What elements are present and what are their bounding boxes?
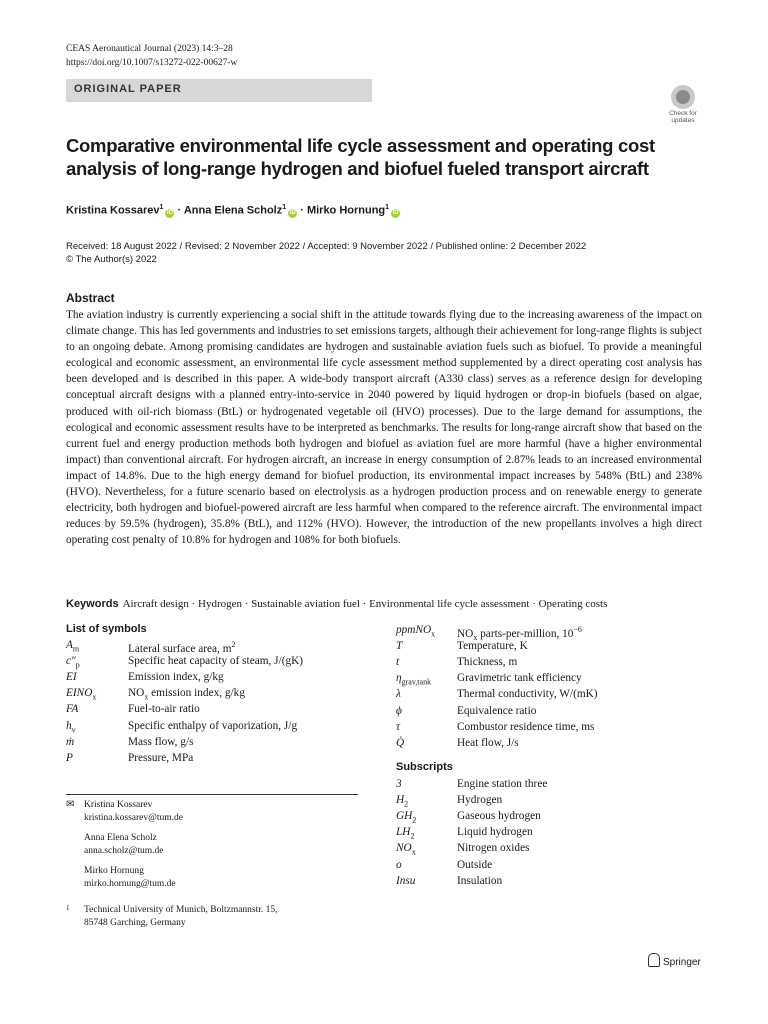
- copyright: © The Author(s) 2022: [66, 254, 157, 265]
- contact-block: [84, 832, 163, 857]
- article-type-banner: [66, 79, 372, 102]
- keywords-heading: Keywords: [66, 598, 119, 610]
- springer-horse-icon: [648, 953, 660, 967]
- symbol-description: Temperature, K: [457, 640, 528, 653]
- contact-name: Mirko Hornung: [84, 866, 144, 876]
- symbol-description: $NO_x$ emission index, g/kg: [128, 687, 245, 702]
- symbol-description: Hydrogen: [457, 794, 503, 807]
- subscripts-heading: Subscripts: [396, 761, 453, 773]
- symbol-description: Lateral surface area, $m^2$: [128, 640, 236, 655]
- contact-block: [84, 865, 176, 890]
- symbol: 3: [396, 778, 402, 790]
- symbol: ppmNO$_x$: [396, 624, 436, 639]
- symbol-description: Specific heat capacity of steam, J/(gK): [128, 655, 304, 668]
- symbol: Q̇: [396, 736, 405, 749]
- author-list: Kristina Kossarev$^1$iD · Anna Elena Scholz$^1$iD · Mirko Hornung$^1$iD: [66, 204, 399, 217]
- symbol-description: Mass flow, g/s: [128, 735, 194, 748]
- article-history: [66, 240, 586, 266]
- contact-email[interactable]: mirko.hornung@tum.de: [84, 878, 176, 889]
- symbol: ṁ: [66, 735, 75, 748]
- contact-block: [84, 799, 183, 824]
- orcid-icon[interactable]: iD: [289, 209, 296, 216]
- symbol-description: Outside: [457, 858, 493, 871]
- symbol-description: Specific enthalpy of vaporization, J/g: [128, 719, 298, 732]
- symbol-description: Thermal conductivity, W/(mK): [457, 688, 598, 701]
- symbol-description: Thickness, m: [457, 656, 518, 669]
- symbol-description: Gaseous hydrogen: [457, 810, 541, 823]
- symbol: o: [396, 858, 402, 871]
- keywords-list: Aircraft design · Hydrogen · Sustainable aviation fuel · Environmental life cycle assessment · Operating costs: [122, 598, 608, 610]
- symbol: λ: [396, 688, 401, 701]
- symbol-description: Fuel-to-air ratio: [128, 703, 200, 716]
- orcid-icon[interactable]: iD: [166, 209, 173, 216]
- author-name: Mirko Hornung: [306, 204, 386, 217]
- contact-email[interactable]: anna.scholz@tum.de: [84, 845, 164, 856]
- symbol-description: Insulation: [457, 874, 503, 887]
- symbol-description: Nitrogen oxides: [457, 842, 530, 855]
- symbol: $EINO_x$: [66, 687, 97, 702]
- author-name: Kristina Kossarev: [66, 204, 160, 217]
- symbol: Insu: [396, 874, 416, 887]
- symbol: $A_m$: [66, 639, 80, 654]
- symbol: $c''_p$: [66, 655, 80, 670]
- symbol-description: Equivalence ratio: [457, 704, 537, 717]
- envelope-icon: ✉: [66, 799, 75, 810]
- keywords: [66, 598, 607, 610]
- orcid-icon[interactable]: iD: [392, 209, 399, 216]
- footnote-divider: [66, 794, 358, 795]
- author-name: Anna Elena Scholz: [183, 204, 283, 217]
- symbol: ϕ: [396, 704, 402, 717]
- contact-name: Kristina Kossarev: [84, 800, 153, 810]
- symbol: FA: [66, 703, 79, 716]
- symbol-description: Gravimetric tank efficiency: [457, 672, 582, 685]
- symbol: τ: [396, 720, 401, 733]
- symbol: EI: [66, 671, 77, 684]
- symbol-description: Combustor residence time, ms: [457, 720, 595, 733]
- journal-header: [66, 42, 237, 70]
- symbol: t: [396, 656, 400, 669]
- article-type-label: ORIGINAL PAPER: [74, 83, 182, 95]
- contact-name: Anna Elena Scholz: [84, 833, 157, 843]
- symbol-description: Pressure, MPa: [128, 751, 194, 764]
- symbol: $NO_x$: [396, 842, 416, 857]
- affiliation-number: 1: [66, 904, 70, 912]
- symbol: $H_2$: [396, 794, 409, 809]
- symbol: P: [66, 751, 73, 764]
- contact-email[interactable]: kristina.kossarev@tum.de: [84, 812, 183, 823]
- doi-link[interactable]: https://doi.org/10.1007/s13272-022-00627-w: [66, 58, 238, 68]
- check-updates-text: Check for updates: [669, 110, 697, 124]
- symbol-description: Engine station three: [457, 778, 548, 790]
- publisher-logo: [648, 953, 701, 968]
- publisher-name: Springer: [663, 957, 701, 968]
- author-separator: ·: [297, 204, 307, 217]
- abstract-heading: Abstract: [66, 291, 115, 305]
- symbol-description: Emission index, g/kg: [128, 671, 224, 684]
- abstract-text: The aviation industry is currently experiencing a social shift in the attitude towards flying due to the increasing awareness of the impact on climate change. This has led governments and industries to set emissions targets, although their achievement for long-range flights is subject to an ongoing debate. Among promising candidates are hydrogen and sustainable aviation fuels such as biofuel. To provide a meaningful ecological and economic assessment, an environmental life cycle assessment method supplemented by a direct operating cost analysis has been developed and is described in this paper. A wide-body transport aircraft (A330 class) serves as a reference design for developing conceptual aircraft designs with a planned entry-into-service in 2040 powered by liquid hydrogen or drop-in biofuels (based on algae, produced with oil-rich biomass (BtL) or hydrogenated vegetable oil (HVO) processes). Due to the large demand for assumptions, the ecological and economic assessment results have to be interpreted as benchmarks. The results for long-range aircraft show that based on the current fuel and energy production methods both hydrogen and biofuel as aviation fuel are more harmful (have a higher environmental impact) than conventional aircraft. For hydrogen aircraft, an increase in energy consumption of 2.87% leads to an increased environmental impact of 14.8%. Due to the high energy demand for biofuel production, its environmental impact increases by 548% (BtL) and 238% (HVO). Nevertheless, for a future scenario based on electrolysis as a hydrogen production process and on renewable energy to generate electricity, both hydrogen and biofuel-powered aircraft are less harmful when compared to the reference aircraft. The environmental impact reduces by 59.5% (hydrogen), 35.8% (BtL), and 112% (HVO). However, the introduction of the new propellants involves a high direct operating cost penalty of 10.8% for hydrogen and 108% for both biofuels.: [66, 309, 702, 547]
- symbol-description: $NO_x$ parts-per-million, $10^{-6}$: [457, 625, 582, 643]
- symbol: T: [396, 640, 403, 653]
- received-dates: Received: 18 August 2022 / Revised: 2 November 2022 / Accepted: 9 November 2022 / Published online: 2 December 2022: [66, 241, 587, 252]
- symbols-heading: List of symbols: [66, 623, 147, 635]
- symbol: $h_v$: [66, 719, 76, 734]
- symbol: $LH_2$: [396, 826, 415, 841]
- symbol-description: Heat flow, J/s: [457, 736, 519, 749]
- affiliation-text: Technical University of Munich, Boltzmannstr. 15, 85748 Garching, Germany: [84, 905, 278, 928]
- check-updates-icon: [671, 85, 695, 109]
- journal-citation: CEAS Aeronautical Journal (2023) 14:3–28: [66, 44, 233, 54]
- check-for-updates-badge[interactable]: [664, 85, 702, 125]
- symbol: $\eta_{grav,tank}$: [396, 672, 432, 687]
- author-separator: ·: [174, 204, 184, 217]
- symbol-description: Liquid hydrogen: [457, 826, 533, 839]
- paper-title: Comparative environmental life cycle assessment and operating cost analysis of long-range hydrogen and biofuel fueled transport aircraft: [66, 135, 655, 179]
- symbol: $GH_2$: [396, 810, 417, 825]
